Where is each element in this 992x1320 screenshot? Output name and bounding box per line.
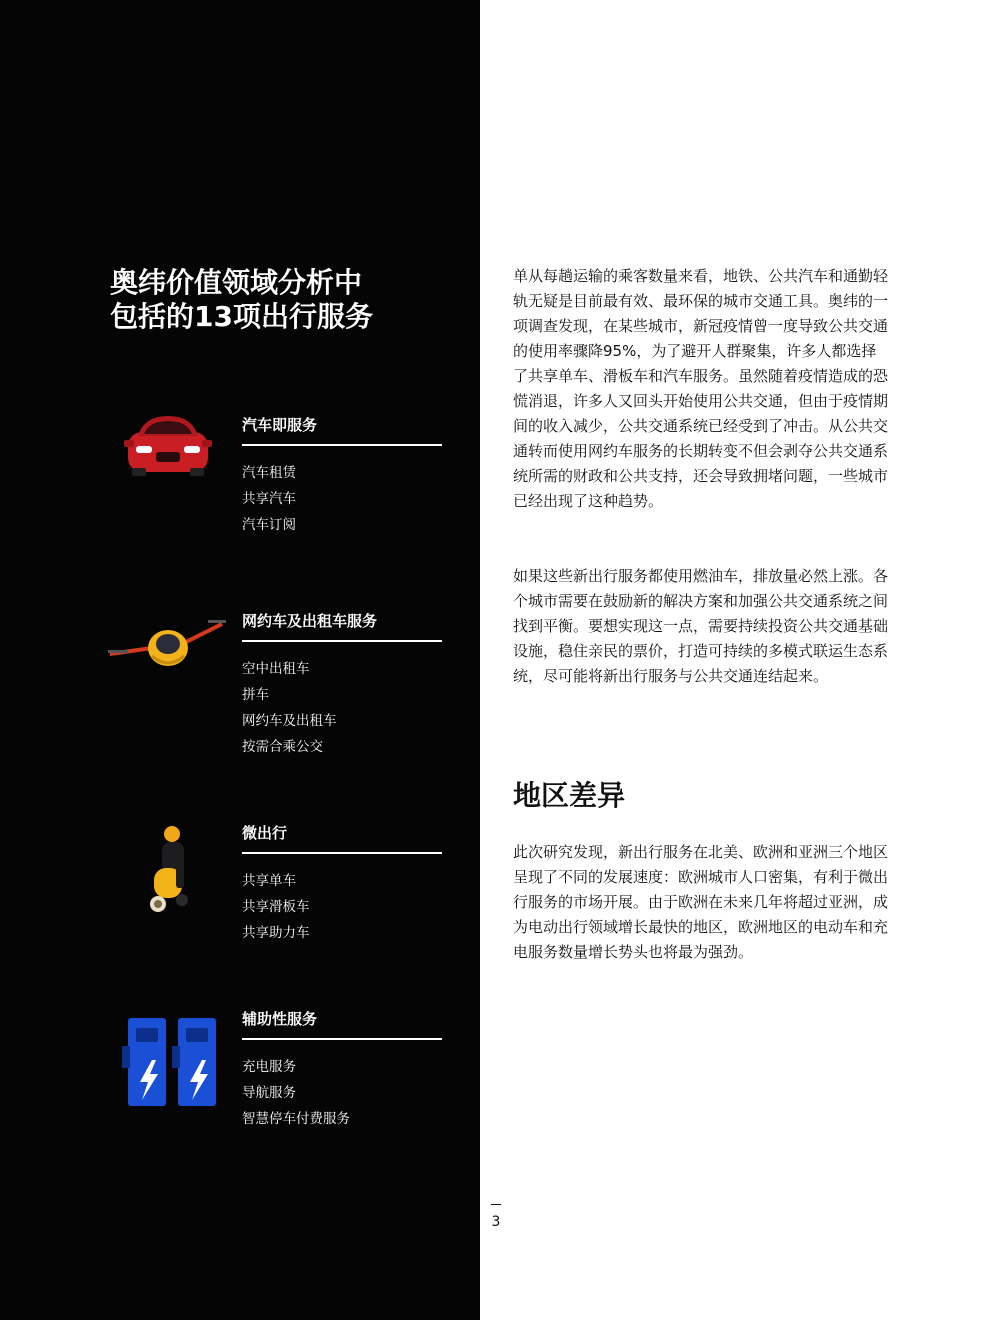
category-auxiliary-services (242, 1008, 442, 1132)
list-item: 共享滑板车 (242, 899, 310, 915)
section-heading: 地区差异 (513, 779, 626, 812)
left-panel (0, 0, 480, 1320)
list-item: 共享助力车 (242, 925, 310, 941)
list-item: 汽车订阅 (242, 517, 296, 533)
list-item: 按需合乘公交 (242, 739, 323, 755)
list-item: 智慧停车付费服务 (242, 1111, 350, 1127)
page-number-value: 3 (491, 1214, 501, 1230)
scooter-rider-icon (146, 824, 192, 916)
list-item: 共享单车 (242, 873, 296, 889)
section-title: 奥纬价值领域分析中 包括的13项出行服务 (110, 266, 373, 333)
body-paragraph-3: 此次研究发现，新出行服务在北美、欧洲和亚洲三个地区呈现了不同的发展速度：欧洲城市人口密集，有利于微出行服务的市场开展。由于欧洲在未来几年将超过亚洲，成为电动出行领域增长最快的地区，欧洲地区的电动车和充电服务数量增长势头也将最为强劲。 (513, 843, 889, 961)
category-ride-hailing (242, 610, 442, 760)
list-item: 空中出租车 (242, 661, 310, 677)
list-item: 共享汽车 (242, 491, 296, 507)
category-micromobility (242, 822, 442, 946)
list-item: 网约车及出租车 (242, 713, 337, 729)
page-number (489, 1204, 503, 1231)
air-taxi-drone-icon (108, 614, 226, 674)
category-title: 辅助性服务 (242, 1008, 442, 1040)
category-title: 网约车及出租车服务 (242, 610, 442, 642)
list-item: 导航服务 (242, 1085, 296, 1101)
red-car-icon (122, 412, 214, 478)
page-number-dash (491, 1204, 501, 1205)
charging-station-icon (122, 1016, 220, 1112)
list-item: 充电服务 (242, 1059, 296, 1075)
list-item: 汽车租赁 (242, 465, 296, 481)
body-paragraph-1: 单从每趟运输的乘客数量来看，地铁、公共汽车和通勤轻轨无疑是目前最有效、最环保的城市交通工具。奥纬的一项调查发现，在某些城市，新冠疫情曾一度导致公共交通的使用率骤降95%，为了避开人群聚集，许多人都选择了共享单车、滑板车和汽车服务。虽然随着疫情造成的恐慌消退，许多人又回头开始使用公共交通，但由于疫情期间的收入减少，公共交通系统已经受到了冲击。从公共交通转而使用网约车服务的长期转变不但会剥夺公共交通系统所需的财政和公共支持，还会导致拥堵问题，一些城市已经出现了这种趋势。 (513, 267, 889, 510)
list-item: 拼车 (242, 687, 269, 703)
body-paragraph-2: 如果这些新出行服务都使用燃油车，排放量必然上涨。各个城市需要在鼓励新的解决方案和加强公共交通系统之间找到平衡。要想实现这一点，需要持续投资公共交通基础设施，稳住亲民的票价，打造可持续的多模式联运生态系统，尽可能将新出行服务与公共交通连结起来。 (513, 567, 889, 685)
category-car-as-service (242, 414, 442, 538)
category-title: 汽车即服务 (242, 414, 442, 446)
category-title: 微出行 (242, 822, 442, 854)
